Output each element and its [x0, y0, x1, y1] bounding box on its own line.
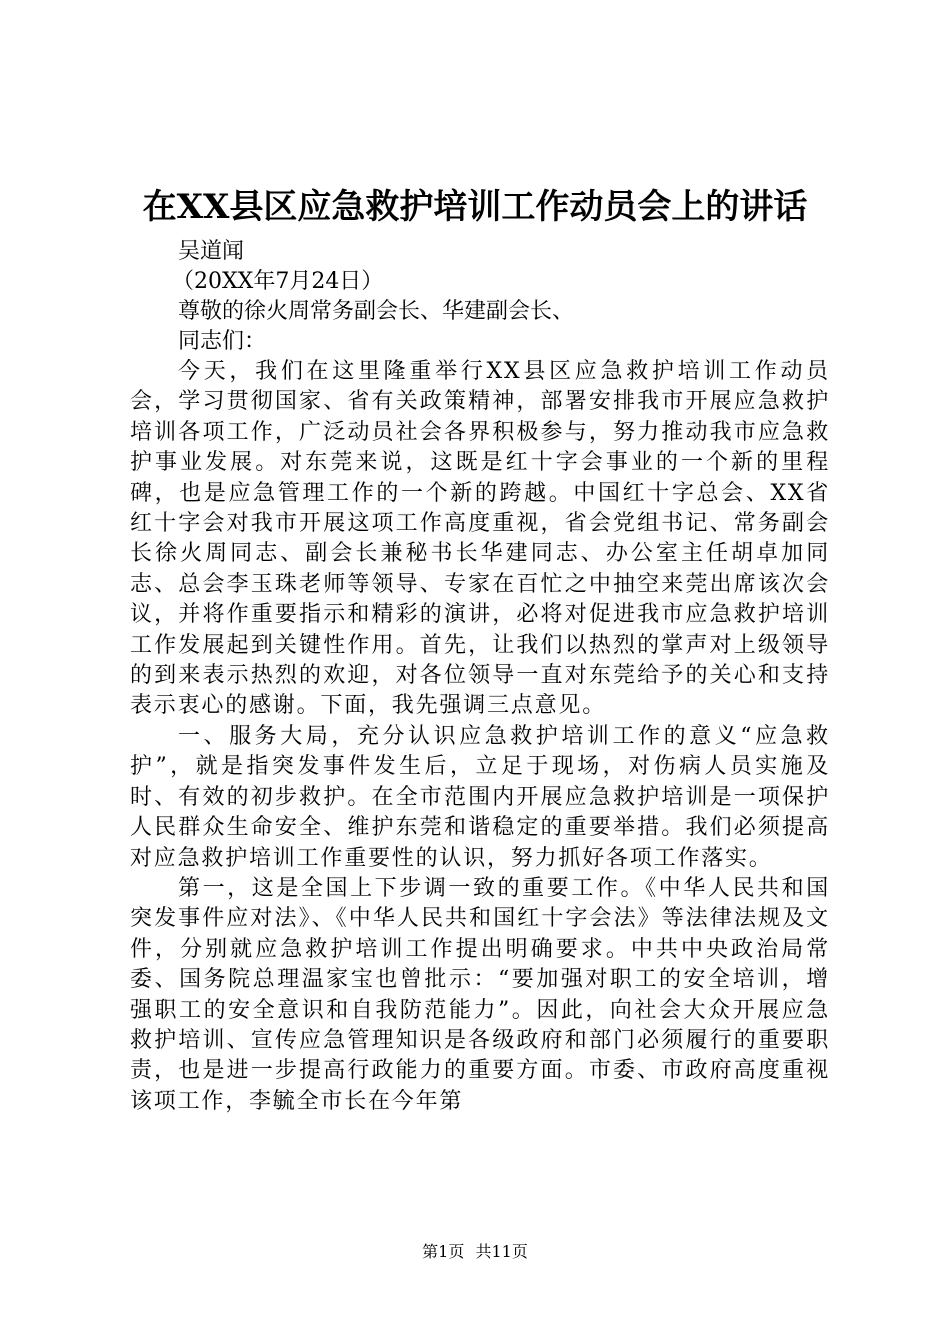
- paragraph: 今天，我们在这里隆重举行XX县区应急救护培训工作动员会，学习贯彻国家、省有关政策精神，部署安排我市开展应急救护培训各项工作，广泛动员社会各界积极参与，努力推动我市应急救护事业发展。对东莞来说，这既是红十字会事业的一个新的里程碑，也是应急管理工作的一个新的跨越。中国红十字总会、XX省红十字会对我市开展这项工作高度重视，省会党组书记、常务副会长徐火周同志、副会长兼秘书长华建同志、办公室主任胡卓加同志、总会李玉珠老师等领导、专家在百忙之中抽空来莞出席该次会议，并将作重要指示和精彩的演讲，必将对促进我市应急救护培训工作发展起到关键性作用。首先，让我们以热烈的掌声对上级领导的到来表示热烈的欢迎，对各位领导一直对东莞给予的关心和支持表示衷心的感谢。下面，我先强调三点意见。: [130, 359, 830, 719]
- page-footer: [0, 1240, 950, 1264]
- page-total: 共11页: [475, 1242, 528, 1261]
- paragraph: 第一，这是全国上下步调一致的重要工作。《中华人民共和国突发事件应对法》、《中华人民共和国红十字会法》等法律法规及文件，分别就应急救护培训工作提出明确要求。中共中央政治局常委、国务院总理温家宝也曾批示：“要加强对职工的安全培训，增强职工的安全意识和自我防范能力”。因此，向社会大众开展应急救护培训、宣传应急管理知识是各级政府和部门必须履行的重要职责，也是进一步提高行政能力的重要方面。市委、市政府高度重视该项工作，李毓全市长在今年第: [130, 875, 830, 1114]
- page-number: 第1页: [422, 1242, 465, 1261]
- salutation-line-1: 尊敬的徐火周常务副会长、华建副会长、: [178, 299, 575, 324]
- document-body: [130, 357, 830, 1117]
- document-title: 在XX县区应急救护培训工作动员会上的讲话: [142, 187, 808, 227]
- paragraph: 一、服务大局，充分认识应急救护培训工作的意义“应急救护”，就是指突发事件发生后，立足于现场，对伤病人员实施及时、有效的初步救护。在全市范围内开展应急救护培训是一项保护人民群众生命安全、维护东莞和谐稳定的重要举措。我们必须提高对应急救护培训工作重要性的认识，努力抓好各项工作落实。: [130, 723, 830, 871]
- author-line: 吴道闻: [178, 239, 245, 264]
- salutation-line-2: 同志们：: [178, 329, 267, 354]
- date-line: （20XX年7月24日）: [172, 269, 384, 294]
